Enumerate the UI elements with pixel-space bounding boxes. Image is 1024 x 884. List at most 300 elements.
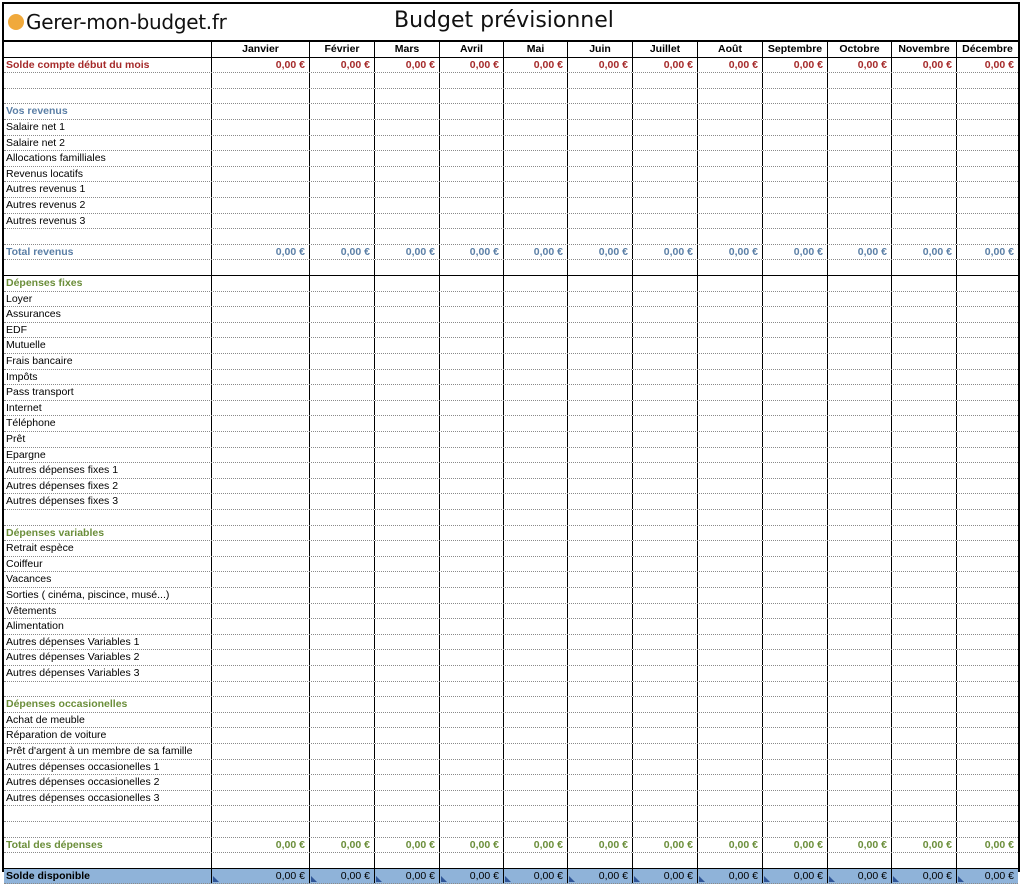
empty-cell[interactable] (697, 120, 762, 135)
label-cell-empty[interactable] (4, 73, 211, 88)
empty-cell[interactable] (956, 448, 1018, 463)
empty-cell[interactable] (309, 416, 374, 431)
empty-cell[interactable] (827, 744, 891, 759)
empty-cell[interactable] (891, 307, 956, 322)
empty-cell[interactable] (503, 588, 567, 603)
empty-cell[interactable] (567, 510, 632, 525)
empty-cell[interactable] (567, 151, 632, 166)
empty-cell[interactable] (762, 385, 827, 400)
empty-cell[interactable] (309, 89, 374, 104)
empty-cell[interactable] (503, 120, 567, 135)
empty-cell[interactable] (827, 853, 891, 868)
empty-cell[interactable] (632, 89, 697, 104)
empty-cell[interactable] (891, 697, 956, 712)
amount-cell[interactable]: 0,00 € (891, 245, 956, 260)
empty-cell[interactable] (956, 463, 1018, 478)
empty-cell[interactable] (567, 479, 632, 494)
empty-cell[interactable] (697, 713, 762, 728)
row-label[interactable]: Loyer (6, 292, 33, 305)
amount-cell[interactable]: 0,00 € (503, 58, 567, 73)
empty-cell[interactable] (309, 370, 374, 385)
empty-cell[interactable] (439, 89, 503, 104)
empty-cell[interactable] (697, 650, 762, 665)
empty-cell[interactable] (374, 604, 439, 619)
empty-cell[interactable] (827, 354, 891, 369)
empty-cell[interactable] (374, 167, 439, 182)
empty-cell[interactable] (956, 354, 1018, 369)
empty-cell[interactable] (697, 728, 762, 743)
empty-cell[interactable] (211, 604, 309, 619)
row-label[interactable]: Vêtements (6, 604, 57, 617)
empty-cell[interactable] (632, 214, 697, 229)
empty-cell[interactable] (374, 73, 439, 88)
empty-cell[interactable] (567, 744, 632, 759)
amount-cell[interactable]: 0,00 € (632, 838, 697, 853)
empty-cell[interactable] (697, 182, 762, 197)
empty-cell[interactable] (697, 510, 762, 525)
empty-cell[interactable] (211, 385, 309, 400)
empty-cell[interactable] (374, 307, 439, 322)
empty-cell[interactable] (697, 354, 762, 369)
empty-cell[interactable] (827, 198, 891, 213)
empty-cell[interactable] (697, 292, 762, 307)
empty-cell[interactable] (374, 120, 439, 135)
empty-cell[interactable] (309, 151, 374, 166)
empty-cell[interactable] (567, 760, 632, 775)
empty-cell[interactable] (503, 479, 567, 494)
empty-cell[interactable] (827, 588, 891, 603)
empty-cell[interactable] (567, 385, 632, 400)
empty-cell[interactable] (503, 432, 567, 447)
amount-cell[interactable]: 0,00 € (439, 58, 503, 73)
empty-cell[interactable] (503, 385, 567, 400)
empty-cell[interactable] (632, 744, 697, 759)
empty-cell[interactable] (697, 526, 762, 541)
empty-cell[interactable] (956, 744, 1018, 759)
empty-cell[interactable] (891, 167, 956, 182)
amount-cell[interactable]: 0,00 € (211, 838, 309, 853)
empty-cell[interactable] (211, 557, 309, 572)
empty-cell[interactable] (503, 822, 567, 837)
empty-cell[interactable] (439, 448, 503, 463)
empty-cell[interactable] (956, 806, 1018, 821)
empty-cell[interactable] (374, 791, 439, 806)
empty-cell[interactable] (309, 214, 374, 229)
empty-cell[interactable] (567, 448, 632, 463)
empty-cell[interactable] (503, 775, 567, 790)
empty-cell[interactable] (503, 151, 567, 166)
empty-cell[interactable] (309, 775, 374, 790)
empty-cell[interactable] (439, 120, 503, 135)
empty-cell[interactable] (956, 697, 1018, 712)
empty-cell[interactable] (374, 635, 439, 650)
empty-cell[interactable] (891, 229, 956, 244)
empty-cell[interactable] (567, 182, 632, 197)
empty-cell[interactable] (567, 354, 632, 369)
row-label[interactable]: Autres dépenses Variables 3 (6, 667, 140, 679)
row-label[interactable]: Mutuelle (6, 339, 46, 352)
empty-cell[interactable] (632, 260, 697, 275)
empty-cell[interactable] (827, 136, 891, 151)
empty-cell[interactable] (211, 307, 309, 322)
empty-cell[interactable] (503, 713, 567, 728)
empty-cell[interactable] (891, 775, 956, 790)
empty-cell[interactable] (891, 401, 956, 416)
row-label[interactable]: Impôts (6, 370, 38, 383)
empty-cell[interactable] (762, 697, 827, 712)
empty-cell[interactable] (762, 463, 827, 478)
empty-cell[interactable] (697, 760, 762, 775)
empty-cell[interactable] (762, 526, 827, 541)
empty-cell[interactable] (309, 292, 374, 307)
empty-cell[interactable] (503, 292, 567, 307)
empty-cell[interactable] (309, 136, 374, 151)
empty-cell[interactable] (439, 572, 503, 587)
empty-cell[interactable] (632, 728, 697, 743)
empty-cell[interactable] (309, 167, 374, 182)
empty-cell[interactable] (503, 338, 567, 353)
empty-cell[interactable] (697, 697, 762, 712)
empty-cell[interactable] (374, 104, 439, 119)
empty-cell[interactable] (374, 89, 439, 104)
empty-cell[interactable] (567, 338, 632, 353)
empty-cell[interactable] (697, 463, 762, 478)
empty-cell[interactable] (567, 619, 632, 634)
empty-cell[interactable] (439, 853, 503, 868)
empty-cell[interactable] (503, 463, 567, 478)
empty-cell[interactable] (827, 494, 891, 509)
empty-cell[interactable] (697, 416, 762, 431)
empty-cell[interactable] (439, 370, 503, 385)
empty-cell[interactable] (439, 198, 503, 213)
amount-cell[interactable]: 0,00 € (827, 58, 891, 73)
row-label[interactable]: Pass transport (6, 386, 74, 399)
amount-cell[interactable]: 0,00 € (439, 838, 503, 853)
empty-cell[interactable] (309, 198, 374, 213)
empty-cell[interactable] (891, 120, 956, 135)
empty-cell[interactable] (439, 791, 503, 806)
empty-cell[interactable] (439, 775, 503, 790)
empty-cell[interactable] (697, 666, 762, 681)
empty-cell[interactable] (762, 354, 827, 369)
empty-cell[interactable] (374, 338, 439, 353)
empty-cell[interactable] (567, 89, 632, 104)
empty-cell[interactable] (567, 588, 632, 603)
empty-cell[interactable] (827, 510, 891, 525)
amount-cell[interactable]: 0,00 € (827, 838, 891, 853)
empty-cell[interactable] (374, 214, 439, 229)
empty-cell[interactable] (211, 214, 309, 229)
empty-cell[interactable] (309, 354, 374, 369)
empty-cell[interactable] (632, 635, 697, 650)
empty-cell[interactable] (891, 479, 956, 494)
empty-cell[interactable] (827, 541, 891, 556)
empty-cell[interactable] (891, 276, 956, 291)
empty-cell[interactable] (374, 448, 439, 463)
empty-cell[interactable] (632, 604, 697, 619)
empty-cell[interactable] (697, 89, 762, 104)
row-label[interactable]: Total des dépenses (6, 838, 103, 851)
row-label[interactable]: Total revenus (6, 245, 74, 258)
empty-cell[interactable] (503, 307, 567, 322)
empty-cell[interactable] (697, 572, 762, 587)
empty-cell[interactable] (503, 354, 567, 369)
empty-cell[interactable] (439, 510, 503, 525)
empty-cell[interactable] (762, 89, 827, 104)
empty-cell[interactable] (503, 791, 567, 806)
empty-cell[interactable] (567, 370, 632, 385)
amount-cell[interactable]: 0,00 € (762, 245, 827, 260)
amount-cell[interactable]: 0,00 € (503, 245, 567, 260)
empty-cell[interactable] (374, 650, 439, 665)
empty-cell[interactable] (503, 572, 567, 587)
empty-cell[interactable] (567, 650, 632, 665)
empty-cell[interactable] (632, 697, 697, 712)
empty-cell[interactable] (374, 713, 439, 728)
empty-cell[interactable] (211, 354, 309, 369)
empty-cell[interactable] (891, 416, 956, 431)
empty-cell[interactable] (503, 260, 567, 275)
empty-cell[interactable] (503, 619, 567, 634)
empty-cell[interactable] (374, 260, 439, 275)
empty-cell[interactable] (567, 73, 632, 88)
amount-cell[interactable]: 0,00 € (632, 58, 697, 73)
empty-cell[interactable] (309, 479, 374, 494)
empty-cell[interactable] (697, 853, 762, 868)
empty-cell[interactable] (211, 682, 309, 697)
empty-cell[interactable] (439, 697, 503, 712)
empty-cell[interactable] (827, 604, 891, 619)
empty-cell[interactable] (956, 526, 1018, 541)
empty-cell[interactable] (567, 494, 632, 509)
empty-cell[interactable] (374, 136, 439, 151)
empty-cell[interactable] (697, 557, 762, 572)
empty-cell[interactable] (762, 728, 827, 743)
empty-cell[interactable] (697, 744, 762, 759)
empty-cell[interactable] (374, 853, 439, 868)
empty-cell[interactable] (374, 432, 439, 447)
empty-cell[interactable] (891, 260, 956, 275)
empty-cell[interactable] (567, 682, 632, 697)
label-cell-empty[interactable] (4, 822, 211, 837)
empty-cell[interactable] (827, 697, 891, 712)
row-label[interactable]: Coiffeur (6, 557, 43, 570)
empty-cell[interactable] (211, 853, 309, 868)
empty-cell[interactable] (211, 401, 309, 416)
empty-cell[interactable] (309, 682, 374, 697)
row-label[interactable]: Salaire net 2 (6, 136, 65, 149)
empty-cell[interactable] (891, 510, 956, 525)
empty-cell[interactable] (211, 588, 309, 603)
empty-cell[interactable] (211, 104, 309, 119)
amount-cell[interactable]: 0,00 € (567, 58, 632, 73)
empty-cell[interactable] (827, 151, 891, 166)
empty-cell[interactable] (762, 510, 827, 525)
empty-cell[interactable] (956, 229, 1018, 244)
empty-cell[interactable] (567, 463, 632, 478)
empty-cell[interactable] (697, 104, 762, 119)
empty-cell[interactable] (632, 354, 697, 369)
empty-cell[interactable] (632, 619, 697, 634)
empty-cell[interactable] (697, 619, 762, 634)
empty-cell[interactable] (309, 760, 374, 775)
empty-cell[interactable] (309, 385, 374, 400)
empty-cell[interactable] (827, 120, 891, 135)
empty-cell[interactable] (439, 494, 503, 509)
empty-cell[interactable] (374, 510, 439, 525)
empty-cell[interactable] (827, 635, 891, 650)
amount-cell[interactable]: 0,00 € (956, 869, 1018, 884)
empty-cell[interactable] (632, 806, 697, 821)
empty-cell[interactable] (374, 401, 439, 416)
empty-cell[interactable] (309, 323, 374, 338)
empty-cell[interactable] (697, 229, 762, 244)
empty-cell[interactable] (309, 791, 374, 806)
empty-cell[interactable] (697, 432, 762, 447)
empty-cell[interactable] (891, 89, 956, 104)
empty-cell[interactable] (956, 104, 1018, 119)
empty-cell[interactable] (309, 510, 374, 525)
empty-cell[interactable] (503, 104, 567, 119)
amount-cell[interactable]: 0,00 € (309, 869, 374, 884)
empty-cell[interactable] (632, 136, 697, 151)
empty-cell[interactable] (439, 619, 503, 634)
empty-cell[interactable] (211, 89, 309, 104)
amount-cell[interactable]: 0,00 € (956, 245, 1018, 260)
empty-cell[interactable] (567, 666, 632, 681)
empty-cell[interactable] (891, 292, 956, 307)
empty-cell[interactable] (439, 713, 503, 728)
empty-cell[interactable] (439, 666, 503, 681)
empty-cell[interactable] (762, 604, 827, 619)
empty-cell[interactable] (439, 292, 503, 307)
amount-cell[interactable]: 0,00 € (309, 245, 374, 260)
empty-cell[interactable] (567, 697, 632, 712)
empty-cell[interactable] (439, 401, 503, 416)
empty-cell[interactable] (309, 104, 374, 119)
empty-cell[interactable] (211, 650, 309, 665)
empty-cell[interactable] (956, 307, 1018, 322)
empty-cell[interactable] (956, 494, 1018, 509)
row-label[interactable]: Vos revenus (6, 105, 68, 118)
empty-cell[interactable] (762, 650, 827, 665)
empty-cell[interactable] (956, 323, 1018, 338)
empty-cell[interactable] (439, 229, 503, 244)
empty-cell[interactable] (211, 448, 309, 463)
empty-cell[interactable] (827, 401, 891, 416)
amount-cell[interactable]: 0,00 € (697, 869, 762, 884)
empty-cell[interactable] (956, 385, 1018, 400)
empty-cell[interactable] (632, 338, 697, 353)
empty-cell[interactable] (956, 713, 1018, 728)
empty-cell[interactable] (827, 448, 891, 463)
amount-cell[interactable]: 0,00 € (762, 838, 827, 853)
empty-cell[interactable] (211, 229, 309, 244)
empty-cell[interactable] (956, 853, 1018, 868)
empty-cell[interactable] (309, 494, 374, 509)
empty-cell[interactable] (762, 370, 827, 385)
empty-cell[interactable] (503, 760, 567, 775)
empty-cell[interactable] (309, 822, 374, 837)
empty-cell[interactable] (211, 619, 309, 634)
empty-cell[interactable] (439, 760, 503, 775)
empty-cell[interactable] (827, 760, 891, 775)
empty-cell[interactable] (503, 650, 567, 665)
empty-cell[interactable] (503, 510, 567, 525)
empty-cell[interactable] (503, 744, 567, 759)
empty-cell[interactable] (697, 479, 762, 494)
empty-cell[interactable] (567, 541, 632, 556)
empty-cell[interactable] (309, 432, 374, 447)
row-label[interactable]: Autres revenus 1 (6, 183, 86, 196)
empty-cell[interactable] (211, 416, 309, 431)
row-label[interactable]: Autres dépenses fixes 3 (6, 495, 119, 508)
empty-cell[interactable] (697, 541, 762, 556)
empty-cell[interactable] (827, 167, 891, 182)
empty-cell[interactable] (956, 682, 1018, 697)
empty-cell[interactable] (697, 806, 762, 821)
empty-cell[interactable] (567, 572, 632, 587)
empty-cell[interactable] (632, 666, 697, 681)
empty-cell[interactable] (567, 713, 632, 728)
empty-cell[interactable] (503, 276, 567, 291)
empty-cell[interactable] (827, 713, 891, 728)
empty-cell[interactable] (891, 635, 956, 650)
empty-cell[interactable] (632, 292, 697, 307)
empty-cell[interactable] (956, 791, 1018, 806)
amount-cell[interactable]: 0,00 € (762, 869, 827, 884)
empty-cell[interactable] (632, 432, 697, 447)
empty-cell[interactable] (439, 136, 503, 151)
empty-cell[interactable] (697, 682, 762, 697)
empty-cell[interactable] (439, 416, 503, 431)
empty-cell[interactable] (762, 151, 827, 166)
empty-cell[interactable] (827, 338, 891, 353)
empty-cell[interactable] (956, 401, 1018, 416)
row-label[interactable]: Frais bancaire (6, 355, 73, 367)
empty-cell[interactable] (891, 557, 956, 572)
empty-cell[interactable] (827, 292, 891, 307)
row-label[interactable]: Vacances (6, 573, 52, 586)
empty-cell[interactable] (762, 494, 827, 509)
empty-cell[interactable] (309, 635, 374, 650)
empty-cell[interactable] (309, 619, 374, 634)
empty-cell[interactable] (632, 791, 697, 806)
empty-cell[interactable] (956, 650, 1018, 665)
row-label[interactable]: EDF (6, 323, 27, 336)
empty-cell[interactable] (956, 479, 1018, 494)
empty-cell[interactable] (439, 276, 503, 291)
empty-cell[interactable] (309, 697, 374, 712)
empty-cell[interactable] (439, 604, 503, 619)
empty-cell[interactable] (211, 432, 309, 447)
empty-cell[interactable] (762, 73, 827, 88)
empty-cell[interactable] (632, 167, 697, 182)
empty-cell[interactable] (956, 635, 1018, 650)
empty-cell[interactable] (374, 323, 439, 338)
empty-cell[interactable] (891, 853, 956, 868)
empty-cell[interactable] (439, 682, 503, 697)
empty-cell[interactable] (697, 494, 762, 509)
empty-cell[interactable] (697, 167, 762, 182)
empty-cell[interactable] (503, 416, 567, 431)
empty-cell[interactable] (762, 806, 827, 821)
empty-cell[interactable] (374, 151, 439, 166)
empty-cell[interactable] (211, 572, 309, 587)
amount-cell[interactable]: 0,00 € (697, 245, 762, 260)
empty-cell[interactable] (762, 432, 827, 447)
empty-cell[interactable] (827, 104, 891, 119)
